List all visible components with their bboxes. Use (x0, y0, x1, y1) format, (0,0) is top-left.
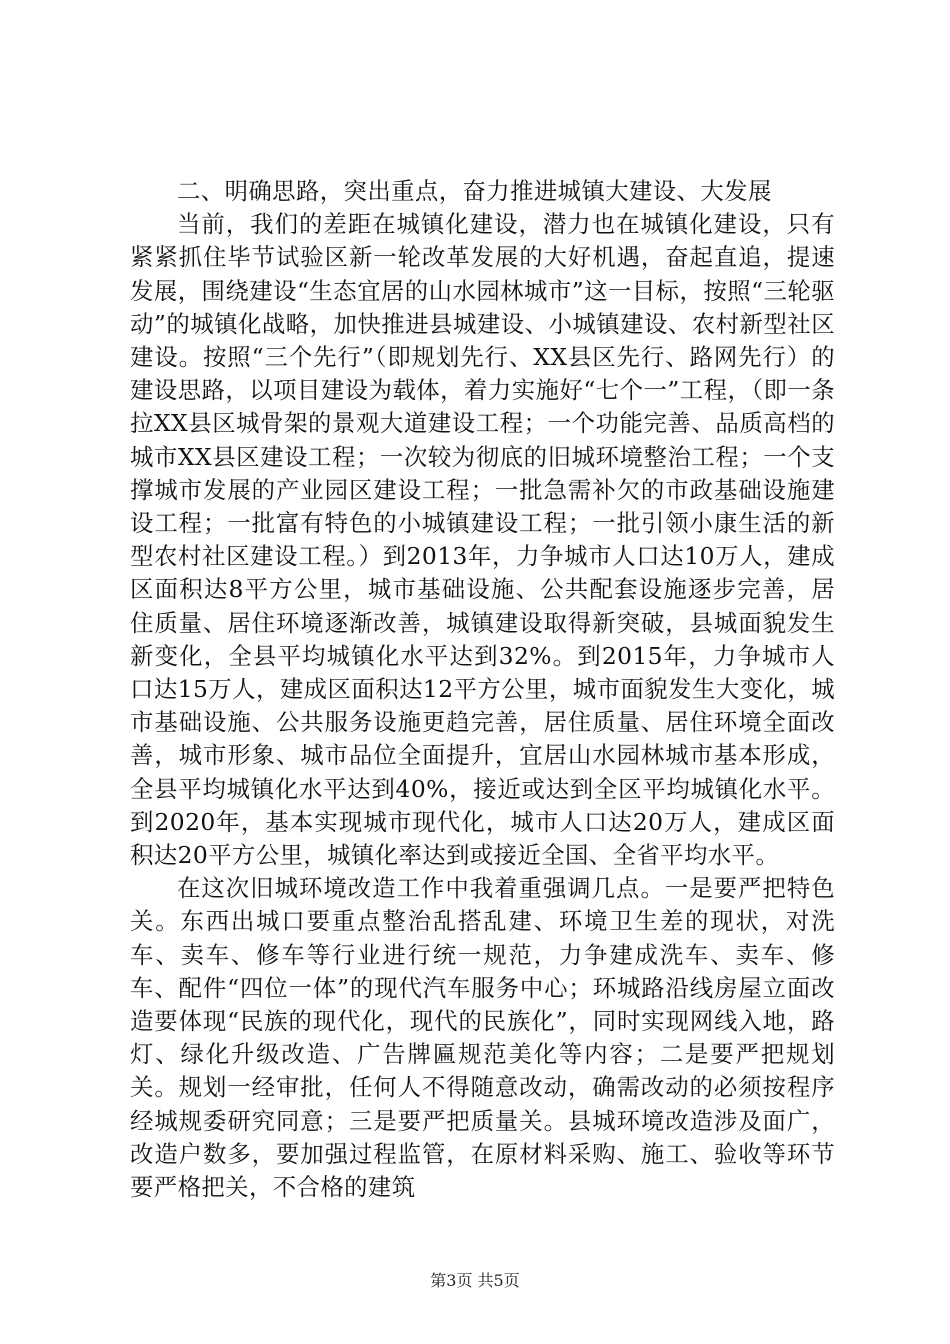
paragraph-1: 当前，我们的差距在城镇化建设，潜力也在城镇化建设，只有紧紧抓住毕节试验区新一轮改革发展的大好机遇，奋起直追，提速发展，围绕建设“生态宜居的山水园林城市”这一目标，按照“三轮驱动”的城镇化战略，加快推进县城建设、小城镇建设、农村新型社区建设。按照“三个先行”（即规划先行、XX县区先行、路网先行）的建设思路，以项目建设为载体，着力实施好“七个一”工程，（即一条拉XX县区城骨架的景观大道建设工程；一个功能完善、品质高档的城市XX县区建设工程；一次较为彻底的旧城环境整治工程；一个支撑城市发展的产业园区建设工程；一批急需补欠的市政基础设施建设工程；一批富有特色的小城镇建设工程；一批引领小康生活的新型农村社区建设工程。）到2013年，力争城市人口达10万人，建成区面积达8平方公里，城市基础设施、公共配套设施逐步完善，居住质量、居住环境逐渐改善，城镇建设取得新突破，县城面貌发生新变化，全县平均城镇化水平达到32%。到2015年，力争城市人口达15万人，建成区面积达12平方公里，城市面貌发生大变化，城市基础设施、公共服务设施更趋完善，居住质量、居住环境全面改善，城市形象、城市品位全面提升，宜居山水园林城市基本形成，全县平均城镇化水平达到40%，接近或达到全区平均城镇化水平。到2020年，基本实现城市现代化，城市人口达20万人，建成区面积达20平方公里，城镇化率达到或接近全国、全省平均水平。 (130, 210, 835, 870)
section-heading: 二、明确思路，突出重点，奋力推进城镇大建设、大发展 (177, 177, 772, 205)
page-footer: 第3页 共5页 (430, 1271, 520, 1290)
document-body (130, 175, 835, 1204)
paragraph-2: 在这次旧城环境改造工作中我着重强调几点。一是要严把特色关。东西出城口要重点整治乱搭乱建、环境卫生差的现状，对洗车、卖车、修车等行业进行统一规范，力争建成洗车、卖车、修车、配件“四位一体”的现代汽车服务中心；环城路沿线房屋立面改造要体现“民族的现代化，现代的民族化”，同时实现网线入地，路灯、绿化升级改造、广告牌匾规范美化等内容；二是要严把规划关。规划一经审批，任何人不得随意改动，确需改动的必须按程序经城规委研究同意；三是要严把质量关。县城环境改造涉及面广，改造户数多，要加强过程监管，在原材料采购、施工、验收等环节要严格把关，不合格的建筑 (130, 874, 835, 1202)
